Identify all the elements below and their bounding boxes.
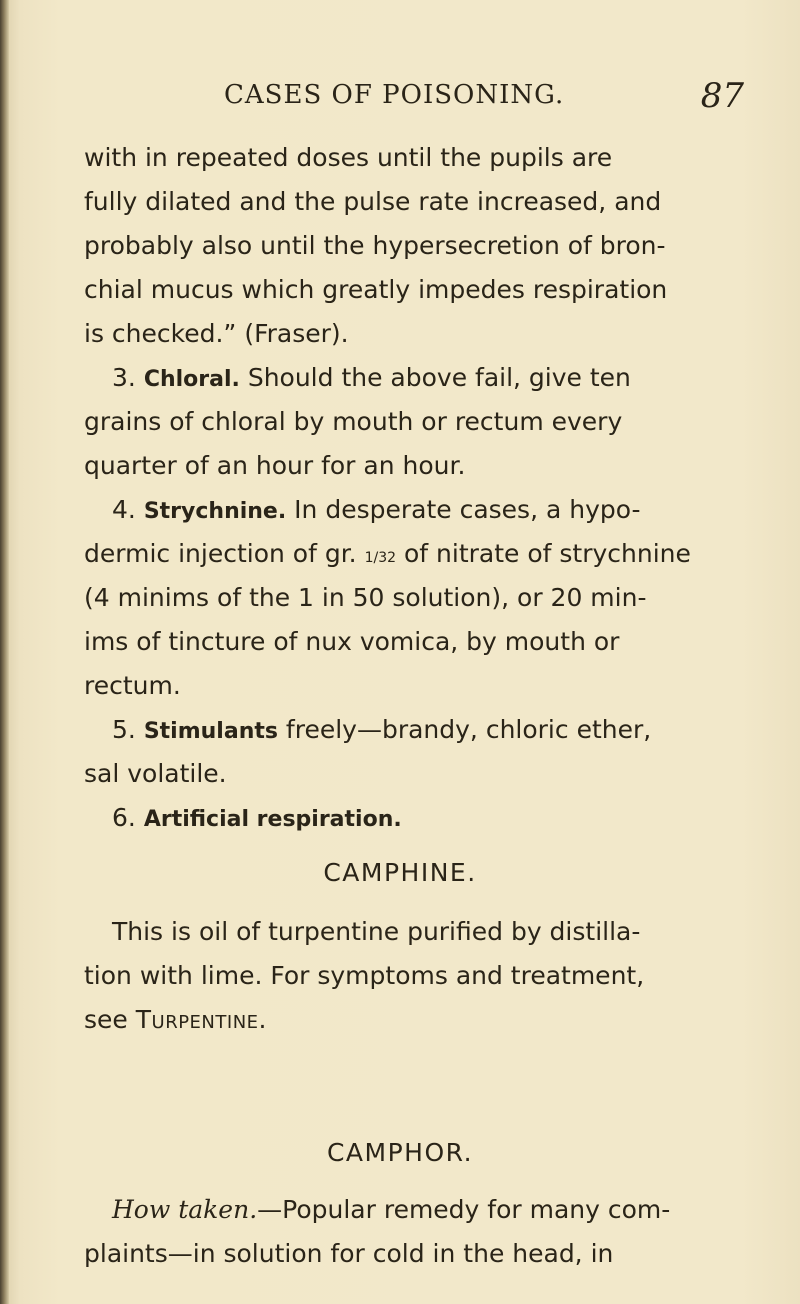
item-strychnine-line: 4. Strychnine. In desperate cases, a hypo- [84,488,732,532]
text-line: dermic injection of gr. 1/32 of nitrate of strychnine [84,539,691,568]
text-line: plaints—in solution for cold in the head, in [84,1239,614,1268]
page-gutter-edge [0,0,9,1304]
text-line: How taken. —Popular remedy for many com- [84,1188,732,1232]
text-line: chial mucus which greatly impedes respiration [84,275,668,304]
camphine-text-block [84,910,732,1042]
text-line: rectum. [84,671,181,700]
body-text-block [84,136,732,840]
item-artificial-respiration-line: 6. Artificial respiration. [84,796,732,840]
page-header [224,76,744,120]
text-line: quarter of an hour for an hour. [84,451,466,480]
camphor-text-block [84,1188,732,1276]
item-heading-strychnine: Strychnine. [143,499,287,524]
section-heading-camphor: CAMPHOR. [326,1138,474,1167]
text-line: This is oil of turpentine purified by distilla- [112,917,641,946]
text-line: sal volatile. [84,759,227,788]
dose-fraction: 1/32 [364,550,397,566]
text-line: with in repeated doses until the pupils are [84,143,613,172]
text-line: probably also until the hypersecretion of bron- [84,231,666,260]
item-heading-stimulants: Stimulants [143,719,278,744]
cross-reference-turpentine: Turpentine. [135,1005,267,1034]
text-line: see Turpentine. [84,998,732,1042]
section-heading-camphine: CAMPHINE. [323,858,477,887]
text-line: grains of chloral by mouth or rectum every [84,407,623,436]
text-line: tion with lime. For symptoms and treatment, [84,961,645,990]
item-heading-artificial-respiration: Artificial respiration. [143,807,402,832]
item-chloral-line: 3. Chloral. Should the above fail, give ten [84,356,732,400]
running-head: CASES OF POISONING. [224,80,565,110]
page-number: 87 [700,76,744,116]
item-stimulants-line: 5. Stimulants freely—brandy, chloric ether, [84,708,732,752]
text-line: is checked.” (Fraser). [84,319,349,348]
text-line: ims of tincture of nux vomica, by mouth or [84,627,620,656]
text-line: (4 minims of the 1 in 50 solution), or 20 min- [84,583,647,612]
subheading-how-taken: How taken. [112,1195,258,1224]
item-heading-chloral: Chloral. [143,367,240,392]
text-line: fully dilated and the pulse rate increased, and [84,187,662,216]
